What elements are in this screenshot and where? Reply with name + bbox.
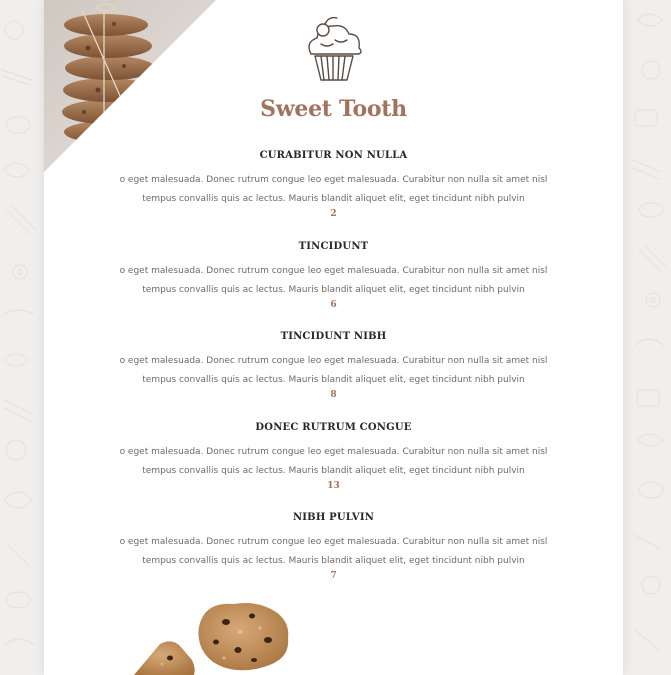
menu-item-description: o eget malesuada. Donec rutrum congue leo eget malesuada. Curabitur non nulla sit amet nisl tempus convallis quis ac lectus. Mauris blandit aliquet elit, eget tincidunt nibh pulvin xyxy=(119,446,548,476)
menu-page xyxy=(44,0,623,675)
menu-item-price: 7 xyxy=(330,571,337,581)
cookie-stack-photo xyxy=(44,0,216,172)
menu-item xyxy=(44,512,623,603)
menu-item-name: TINCIDUNT xyxy=(298,240,369,252)
menu-item xyxy=(44,241,623,332)
menu-item-price: 8 xyxy=(330,390,337,400)
menu-item-name: TINCIDUNT NIBH xyxy=(280,331,387,342)
menu-item xyxy=(44,331,623,422)
menu-item-description: o eget malesuada. Donec rutrum congue leo eget malesuada. Curabitur non nulla sit amet nisl tempus convallis quis ac lectus. Mauris blandit aliquet elit, eget tincidunt nibh pulvin xyxy=(119,537,548,566)
menu-item xyxy=(44,422,623,513)
menu-item-name: CURABITUR NON NULLA xyxy=(259,150,408,161)
bakery-doodle-pattern-right xyxy=(623,0,671,675)
menu-item-name: DONEC RUTRUM CONGUE xyxy=(255,421,412,433)
menu-item-description: o eget malesuada. Donec rutrum congue leo eget malesuada. Curabitur non nulla sit amet nisl tempus convallis quis ac lectus. Mauris blandit aliquet elit, eget tincidunt nibh pulvin xyxy=(119,175,548,204)
menu-item-price: 13 xyxy=(327,480,340,491)
menu-item-price: 2 xyxy=(330,209,337,219)
broken-cookies-photo xyxy=(130,598,340,675)
menu-item-name: NIBH PULVIN xyxy=(292,512,375,523)
menu-item-description: o eget malesuada. Donec rutrum congue leo eget malesuada. Curabitur non nulla sit amet nisl tempus convallis quis ac lectus. Mauris blandit aliquet elit, eget tincidunt nibh pulvin xyxy=(119,265,548,295)
menu-item-description: o eget malesuada. Donec rutrum congue leo eget malesuada. Curabitur non nulla sit amet nisl tempus convallis quis ac lectus. Mauris blandit aliquet elit, eget tincidunt nibh pulvin xyxy=(119,356,548,385)
menu-title: Sweet Tooth xyxy=(260,96,407,122)
bakery-doodle-pattern-left xyxy=(0,0,44,675)
menu-item-list xyxy=(44,150,623,603)
cupcake-icon xyxy=(303,16,365,82)
menu-item xyxy=(44,150,623,241)
menu-item-price: 6 xyxy=(330,299,337,310)
